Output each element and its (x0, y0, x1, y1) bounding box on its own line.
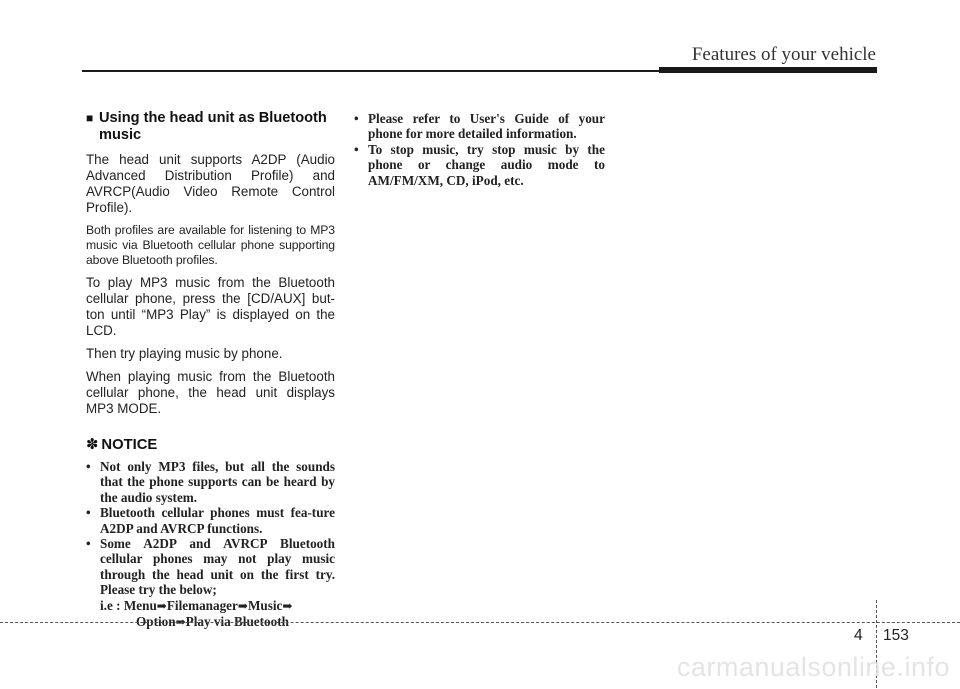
menu-path: i.e : Menu➡Filemanager➡Music➡ (100, 597, 293, 613)
paragraph: When playing music from the Bluetooth cellular phone, the head unit displays MP3 MODE. (86, 369, 335, 416)
menu-path-continued: Option➡Play via Bluetooth (136, 614, 289, 630)
arrow-right-icon: ➡ (175, 615, 186, 630)
paragraph: To play MP3 music from the Bluetooth cellular phone, press the [CD/AUX] but-ton until “MP3 Play” is displayed on the LCD. (86, 275, 335, 338)
square-bullet-icon: ■ (86, 111, 94, 125)
bullet-icon: • (86, 536, 91, 552)
list-item: • Some A2DP and AVRCP Bluetooth cellular phones may not play music through the head unit on the first try. Please try the below; i.e : Menu➡Filemanager➡Music➡ Option➡Play via Bluetooth (86, 536, 335, 630)
chapter-number: 4 (854, 627, 863, 644)
header-title: Features of your vehicle (691, 44, 876, 65)
bullet-icon: • (86, 459, 91, 474)
notice-list (86, 459, 335, 630)
bullet-icon: • (354, 111, 359, 126)
arrow-right-icon: ➡ (237, 598, 248, 613)
list-item: • Not only MP3 files, but all the sounds that the phone supports can be heard by the audio system. (86, 459, 335, 505)
header-rule-accent (659, 67, 877, 73)
paragraph: Then try playing music by phone. (86, 346, 283, 361)
notice-heading (86, 437, 335, 453)
notice-list-continued (354, 111, 605, 188)
bullet-icon: • (86, 505, 91, 521)
right-column (354, 111, 605, 188)
left-column (86, 110, 335, 630)
section-title: Using the head unit as Bluetooth music (99, 110, 327, 143)
watermark: carmanualsonline.info (676, 652, 950, 682)
footer-rule (0, 622, 960, 623)
notice-title: NOTICE (101, 437, 158, 453)
notice-star-icon: ✽ (86, 437, 99, 453)
section-heading (86, 110, 335, 144)
list-item: • Please refer to User's Guide of your phone for more detailed information. (354, 111, 605, 142)
arrow-right-icon: ➡ (282, 598, 293, 613)
paragraph: The head unit supports A2DP (Audio Advanced Distribution Profile) and AVRCP(Audio Video Remote Control Profile). (86, 152, 335, 215)
bullet-icon: • (354, 141, 359, 157)
list-item: • Bluetooth cellular phones must fea-ture A2DP and AVRCP functions. (86, 505, 335, 536)
page-number: 153 (883, 627, 909, 644)
paragraph: Both profiles are available for listening to MP3 music via Bluetooth cellular phone supporting above Bluetooth profiles. (86, 223, 335, 267)
arrow-right-icon: ➡ (156, 598, 167, 613)
list-item: • To stop music, try stop music by the phone or change audio mode to AM/FM/XM, CD, iPod, etc. (354, 141, 605, 188)
